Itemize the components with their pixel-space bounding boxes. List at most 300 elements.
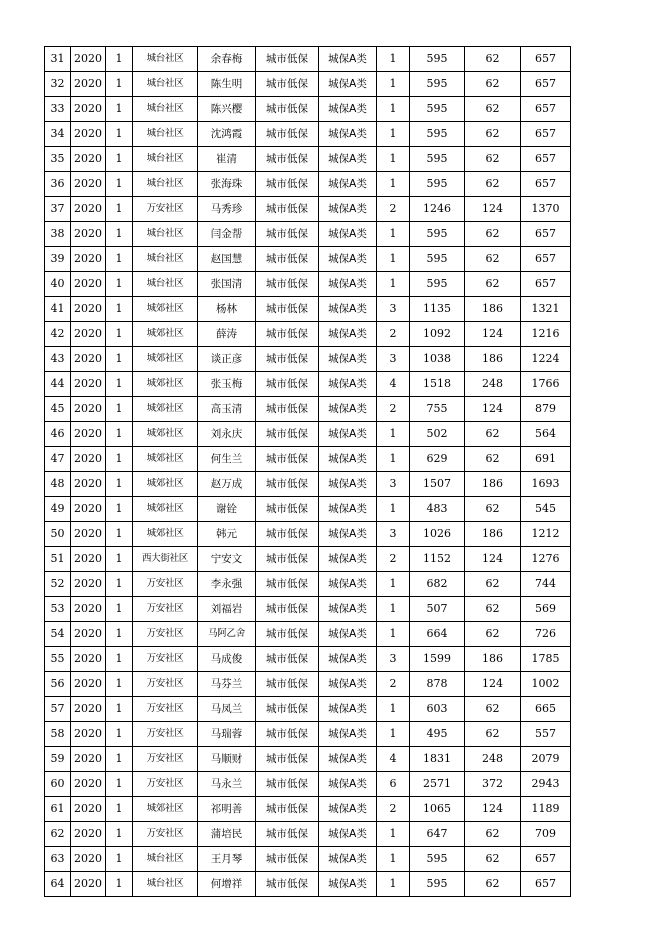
month-cell: 1: [106, 172, 133, 197]
community-cell: 城台社区: [133, 847, 198, 872]
class-cell: 城保A类: [319, 522, 377, 547]
total-amount-cell: 657: [521, 47, 571, 72]
category-cell: 城市低保: [256, 272, 319, 297]
table-row: [45, 97, 571, 122]
total-amount-cell: 657: [521, 272, 571, 297]
class-cell: 城保A类: [319, 572, 377, 597]
name-cell: 张玉梅: [198, 372, 256, 397]
household-count-cell: 1: [377, 622, 410, 647]
year-cell: 2020: [71, 447, 106, 472]
community-cell: 万安社区: [133, 747, 198, 772]
table-row: [45, 597, 571, 622]
household-count-cell: 1: [377, 97, 410, 122]
seq-cell: 31: [45, 47, 71, 72]
seq-cell: 56: [45, 672, 71, 697]
year-cell: 2020: [71, 647, 106, 672]
community-cell: 万安社区: [133, 572, 198, 597]
table-row: [45, 147, 571, 172]
base-amount-cell: 1092: [410, 322, 465, 347]
subsidy-amount-cell: 186: [465, 647, 521, 672]
subsidy-amount-cell: 124: [465, 672, 521, 697]
month-cell: 1: [106, 872, 133, 897]
base-amount-cell: 1507: [410, 472, 465, 497]
table-row: [45, 497, 571, 522]
table-row: [45, 472, 571, 497]
table-row: [45, 697, 571, 722]
base-amount-cell: 1065: [410, 797, 465, 822]
name-cell: 陈兴樱: [198, 97, 256, 122]
year-cell: 2020: [71, 72, 106, 97]
household-count-cell: 4: [377, 372, 410, 397]
subsidy-amount-cell: 62: [465, 497, 521, 522]
total-amount-cell: 564: [521, 422, 571, 447]
subsidy-amount-cell: 248: [465, 747, 521, 772]
month-cell: 1: [106, 572, 133, 597]
month-cell: 1: [106, 597, 133, 622]
household-count-cell: 3: [377, 347, 410, 372]
base-amount-cell: 878: [410, 672, 465, 697]
category-cell: 城市低保: [256, 222, 319, 247]
base-amount-cell: 1026: [410, 522, 465, 547]
base-amount-cell: 595: [410, 172, 465, 197]
household-count-cell: 1: [377, 122, 410, 147]
category-cell: 城市低保: [256, 322, 319, 347]
seq-cell: 54: [45, 622, 71, 647]
seq-cell: 62: [45, 822, 71, 847]
base-amount-cell: 507: [410, 597, 465, 622]
class-cell: 城保A类: [319, 722, 377, 747]
year-cell: 2020: [71, 422, 106, 447]
base-amount-cell: 2571: [410, 772, 465, 797]
household-count-cell: 1: [377, 822, 410, 847]
community-cell: 城郊社区: [133, 372, 198, 397]
year-cell: 2020: [71, 622, 106, 647]
subsidy-amount-cell: 62: [465, 47, 521, 72]
name-cell: 马顺财: [198, 747, 256, 772]
subsidy-amount-cell: 62: [465, 72, 521, 97]
year-cell: 2020: [71, 822, 106, 847]
name-cell: 张国清: [198, 272, 256, 297]
household-count-cell: 1: [377, 422, 410, 447]
subsidy-amount-cell: 62: [465, 697, 521, 722]
seq-cell: 55: [45, 647, 71, 672]
household-count-cell: 3: [377, 297, 410, 322]
name-cell: 王月琴: [198, 847, 256, 872]
table-row: [45, 847, 571, 872]
seq-cell: 35: [45, 147, 71, 172]
household-count-cell: 2: [377, 797, 410, 822]
table-row: [45, 722, 571, 747]
table-row: [45, 397, 571, 422]
name-cell: 高玉清: [198, 397, 256, 422]
subsidy-amount-cell: 372: [465, 772, 521, 797]
base-amount-cell: 1599: [410, 647, 465, 672]
year-cell: 2020: [71, 472, 106, 497]
subsidy-amount-cell: 62: [465, 147, 521, 172]
total-amount-cell: 1224: [521, 347, 571, 372]
year-cell: 2020: [71, 547, 106, 572]
total-amount-cell: 1785: [521, 647, 571, 672]
year-cell: 2020: [71, 322, 106, 347]
base-amount-cell: 1152: [410, 547, 465, 572]
name-cell: 李永强: [198, 572, 256, 597]
subsidy-amount-cell: 186: [465, 347, 521, 372]
table-row: [45, 197, 571, 222]
total-amount-cell: 657: [521, 97, 571, 122]
total-amount-cell: 665: [521, 697, 571, 722]
class-cell: 城保A类: [319, 622, 377, 647]
name-cell: 余春梅: [198, 47, 256, 72]
name-cell: 马阿乙舍: [198, 622, 256, 647]
table-row: [45, 447, 571, 472]
class-cell: 城保A类: [319, 247, 377, 272]
seq-cell: 34: [45, 122, 71, 147]
class-cell: 城保A类: [319, 322, 377, 347]
base-amount-cell: 502: [410, 422, 465, 447]
category-cell: 城市低保: [256, 647, 319, 672]
total-amount-cell: 1321: [521, 297, 571, 322]
class-cell: 城保A类: [319, 447, 377, 472]
seq-cell: 49: [45, 497, 71, 522]
class-cell: 城保A类: [319, 397, 377, 422]
name-cell: 祁明善: [198, 797, 256, 822]
year-cell: 2020: [71, 197, 106, 222]
year-cell: 2020: [71, 297, 106, 322]
category-cell: 城市低保: [256, 197, 319, 222]
household-count-cell: 1: [377, 847, 410, 872]
year-cell: 2020: [71, 847, 106, 872]
class-cell: 城保A类: [319, 47, 377, 72]
category-cell: 城市低保: [256, 397, 319, 422]
category-cell: 城市低保: [256, 297, 319, 322]
community-cell: 城郊社区: [133, 497, 198, 522]
household-count-cell: 1: [377, 872, 410, 897]
class-cell: 城保A类: [319, 197, 377, 222]
base-amount-cell: 1246: [410, 197, 465, 222]
total-amount-cell: 557: [521, 722, 571, 747]
household-count-cell: 2: [377, 397, 410, 422]
category-cell: 城市低保: [256, 422, 319, 447]
year-cell: 2020: [71, 172, 106, 197]
year-cell: 2020: [71, 772, 106, 797]
class-cell: 城保A类: [319, 422, 377, 447]
category-cell: 城市低保: [256, 722, 319, 747]
category-cell: 城市低保: [256, 172, 319, 197]
subsidy-amount-cell: 62: [465, 222, 521, 247]
month-cell: 1: [106, 322, 133, 347]
total-amount-cell: 657: [521, 72, 571, 97]
seq-cell: 59: [45, 747, 71, 772]
seq-cell: 44: [45, 372, 71, 397]
month-cell: 1: [106, 422, 133, 447]
seq-cell: 64: [45, 872, 71, 897]
table-row: [45, 322, 571, 347]
community-cell: 城郊社区: [133, 347, 198, 372]
community-cell: 城台社区: [133, 172, 198, 197]
community-cell: 城郊社区: [133, 297, 198, 322]
household-count-cell: 1: [377, 72, 410, 97]
month-cell: 1: [106, 672, 133, 697]
category-cell: 城市低保: [256, 847, 319, 872]
month-cell: 1: [106, 147, 133, 172]
category-cell: 城市低保: [256, 97, 319, 122]
community-cell: 城台社区: [133, 122, 198, 147]
seq-cell: 41: [45, 297, 71, 322]
year-cell: 2020: [71, 672, 106, 697]
community-cell: 万安社区: [133, 197, 198, 222]
year-cell: 2020: [71, 747, 106, 772]
subsidy-amount-cell: 62: [465, 447, 521, 472]
household-count-cell: 4: [377, 747, 410, 772]
month-cell: 1: [106, 497, 133, 522]
subsidy-amount-cell: 62: [465, 172, 521, 197]
table-row: [45, 747, 571, 772]
class-cell: 城保A类: [319, 697, 377, 722]
total-amount-cell: 879: [521, 397, 571, 422]
base-amount-cell: 595: [410, 72, 465, 97]
table-row: [45, 772, 571, 797]
month-cell: 1: [106, 547, 133, 572]
base-amount-cell: 495: [410, 722, 465, 747]
base-amount-cell: 595: [410, 122, 465, 147]
base-amount-cell: 1135: [410, 297, 465, 322]
table-row: [45, 872, 571, 897]
year-cell: 2020: [71, 122, 106, 147]
base-amount-cell: 595: [410, 872, 465, 897]
category-cell: 城市低保: [256, 572, 319, 597]
table-row: [45, 272, 571, 297]
seq-cell: 51: [45, 547, 71, 572]
month-cell: 1: [106, 747, 133, 772]
seq-cell: 58: [45, 722, 71, 747]
month-cell: 1: [106, 397, 133, 422]
class-cell: 城保A类: [319, 747, 377, 772]
total-amount-cell: 569: [521, 597, 571, 622]
category-cell: 城市低保: [256, 872, 319, 897]
month-cell: 1: [106, 647, 133, 672]
household-count-cell: 1: [377, 697, 410, 722]
class-cell: 城保A类: [319, 222, 377, 247]
community-cell: 万安社区: [133, 647, 198, 672]
category-cell: 城市低保: [256, 797, 319, 822]
year-cell: 2020: [71, 372, 106, 397]
month-cell: 1: [106, 247, 133, 272]
category-cell: 城市低保: [256, 247, 319, 272]
household-count-cell: 3: [377, 522, 410, 547]
name-cell: 赵万成: [198, 472, 256, 497]
total-amount-cell: 657: [521, 222, 571, 247]
household-count-cell: 2: [377, 672, 410, 697]
table-row: [45, 347, 571, 372]
name-cell: 马芬兰: [198, 672, 256, 697]
total-amount-cell: 545: [521, 497, 571, 522]
total-amount-cell: 1212: [521, 522, 571, 547]
year-cell: 2020: [71, 797, 106, 822]
name-cell: 谈正彦: [198, 347, 256, 372]
subsidy-amount-cell: 248: [465, 372, 521, 397]
subsidy-amount-cell: 62: [465, 247, 521, 272]
base-amount-cell: 595: [410, 97, 465, 122]
community-cell: 万安社区: [133, 672, 198, 697]
household-count-cell: 1: [377, 722, 410, 747]
subsidy-amount-cell: 124: [465, 547, 521, 572]
community-cell: 城郊社区: [133, 322, 198, 347]
month-cell: 1: [106, 97, 133, 122]
month-cell: 1: [106, 797, 133, 822]
name-cell: 马秀珍: [198, 197, 256, 222]
seq-cell: 42: [45, 322, 71, 347]
base-amount-cell: 595: [410, 247, 465, 272]
community-cell: 万安社区: [133, 597, 198, 622]
name-cell: 蒲培民: [198, 822, 256, 847]
seq-cell: 63: [45, 847, 71, 872]
subsidy-amount-cell: 62: [465, 872, 521, 897]
month-cell: 1: [106, 347, 133, 372]
household-count-cell: 1: [377, 447, 410, 472]
class-cell: 城保A类: [319, 172, 377, 197]
year-cell: 2020: [71, 97, 106, 122]
subsidy-amount-cell: 62: [465, 622, 521, 647]
name-cell: 陈生明: [198, 72, 256, 97]
year-cell: 2020: [71, 722, 106, 747]
community-cell: 万安社区: [133, 697, 198, 722]
month-cell: 1: [106, 447, 133, 472]
total-amount-cell: 709: [521, 822, 571, 847]
base-amount-cell: 647: [410, 822, 465, 847]
table-row: [45, 797, 571, 822]
category-cell: 城市低保: [256, 47, 319, 72]
total-amount-cell: 657: [521, 122, 571, 147]
category-cell: 城市低保: [256, 747, 319, 772]
total-amount-cell: 1002: [521, 672, 571, 697]
total-amount-cell: 1189: [521, 797, 571, 822]
month-cell: 1: [106, 222, 133, 247]
total-amount-cell: 657: [521, 247, 571, 272]
seq-cell: 52: [45, 572, 71, 597]
household-count-cell: 2: [377, 197, 410, 222]
seq-cell: 60: [45, 772, 71, 797]
household-count-cell: 1: [377, 147, 410, 172]
class-cell: 城保A类: [319, 472, 377, 497]
name-cell: 何增祥: [198, 872, 256, 897]
community-cell: 城台社区: [133, 47, 198, 72]
class-cell: 城保A类: [319, 847, 377, 872]
base-amount-cell: 595: [410, 47, 465, 72]
year-cell: 2020: [71, 272, 106, 297]
total-amount-cell: 657: [521, 172, 571, 197]
class-cell: 城保A类: [319, 147, 377, 172]
year-cell: 2020: [71, 47, 106, 72]
seq-cell: 36: [45, 172, 71, 197]
year-cell: 2020: [71, 572, 106, 597]
seq-cell: 32: [45, 72, 71, 97]
year-cell: 2020: [71, 397, 106, 422]
total-amount-cell: 2943: [521, 772, 571, 797]
community-cell: 城郊社区: [133, 522, 198, 547]
month-cell: 1: [106, 72, 133, 97]
subsidy-amount-cell: 62: [465, 722, 521, 747]
month-cell: 1: [106, 47, 133, 72]
subsidy-amount-cell: 62: [465, 822, 521, 847]
community-cell: 城台社区: [133, 147, 198, 172]
base-amount-cell: 629: [410, 447, 465, 472]
base-amount-cell: 1518: [410, 372, 465, 397]
class-cell: 城保A类: [319, 122, 377, 147]
total-amount-cell: 2079: [521, 747, 571, 772]
category-cell: 城市低保: [256, 672, 319, 697]
base-amount-cell: 755: [410, 397, 465, 422]
community-cell: 城台社区: [133, 247, 198, 272]
community-cell: 城郊社区: [133, 397, 198, 422]
class-cell: 城保A类: [319, 797, 377, 822]
name-cell: 宁安文: [198, 547, 256, 572]
name-cell: 马成俊: [198, 647, 256, 672]
table-row: [45, 622, 571, 647]
community-cell: 城郊社区: [133, 797, 198, 822]
table-row: [45, 422, 571, 447]
table-row: [45, 222, 571, 247]
table-row: [45, 172, 571, 197]
year-cell: 2020: [71, 147, 106, 172]
total-amount-cell: 1276: [521, 547, 571, 572]
table-row: [45, 122, 571, 147]
name-cell: 赵国慧: [198, 247, 256, 272]
base-amount-cell: 595: [410, 147, 465, 172]
table-row: [45, 247, 571, 272]
year-cell: 2020: [71, 597, 106, 622]
seq-cell: 47: [45, 447, 71, 472]
seq-cell: 33: [45, 97, 71, 122]
name-cell: 薛涛: [198, 322, 256, 347]
total-amount-cell: 691: [521, 447, 571, 472]
subsidy-amount-cell: 124: [465, 197, 521, 222]
household-count-cell: 1: [377, 247, 410, 272]
base-amount-cell: 483: [410, 497, 465, 522]
subsidy-amount-cell: 62: [465, 572, 521, 597]
subsidy-amount-cell: 186: [465, 522, 521, 547]
community-cell: 城郊社区: [133, 472, 198, 497]
seq-cell: 53: [45, 597, 71, 622]
name-cell: 马永兰: [198, 772, 256, 797]
category-cell: 城市低保: [256, 697, 319, 722]
table-row: [45, 522, 571, 547]
month-cell: 1: [106, 122, 133, 147]
table-row: [45, 72, 571, 97]
year-cell: 2020: [71, 222, 106, 247]
month-cell: 1: [106, 197, 133, 222]
subsidy-amount-cell: 124: [465, 397, 521, 422]
household-count-cell: 1: [377, 497, 410, 522]
category-cell: 城市低保: [256, 447, 319, 472]
household-count-cell: 1: [377, 597, 410, 622]
table-row: [45, 47, 571, 72]
category-cell: 城市低保: [256, 497, 319, 522]
household-count-cell: 1: [377, 47, 410, 72]
base-amount-cell: 1831: [410, 747, 465, 772]
total-amount-cell: 1216: [521, 322, 571, 347]
community-cell: 西大街社区: [133, 547, 198, 572]
seq-cell: 38: [45, 222, 71, 247]
class-cell: 城保A类: [319, 647, 377, 672]
community-cell: 城郊社区: [133, 447, 198, 472]
name-cell: 刘永庆: [198, 422, 256, 447]
total-amount-cell: 657: [521, 147, 571, 172]
year-cell: 2020: [71, 247, 106, 272]
table-row: [45, 297, 571, 322]
subsidy-amount-cell: 124: [465, 797, 521, 822]
subsidy-amount-cell: 62: [465, 422, 521, 447]
class-cell: 城保A类: [319, 347, 377, 372]
